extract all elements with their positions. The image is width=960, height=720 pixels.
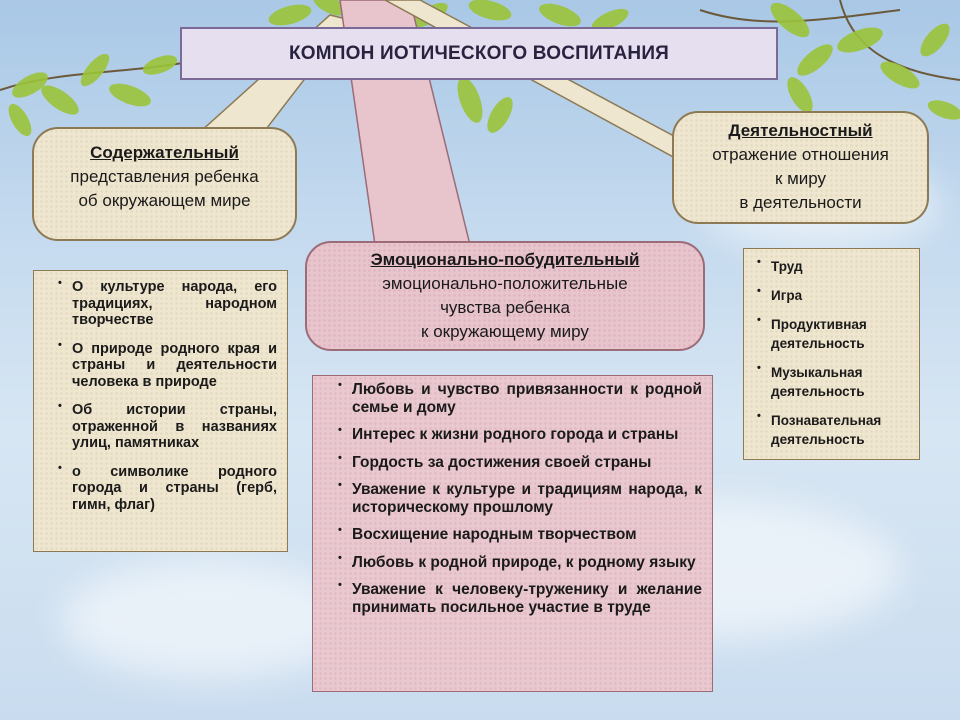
list-item bbox=[72, 402, 277, 452]
list-item-text: • Любовь к родной природе, к родному языку bbox=[352, 553, 696, 571]
list-item-text: • о символике родного города и страны (герб, гимн, флаг) bbox=[72, 463, 277, 513]
list-item-text: • Восхищение народным творчеством bbox=[352, 526, 637, 543]
activity-list bbox=[743, 248, 920, 460]
component-activity bbox=[672, 111, 929, 224]
list-item-text: • О природе родного края и страны и деятельности человека в природе bbox=[72, 340, 277, 390]
list-item-text: • О культуре народа, его традициях, народном творчестве bbox=[72, 279, 277, 328]
list-item bbox=[352, 526, 702, 544]
component-content bbox=[32, 127, 297, 241]
list-item-text: • Труд bbox=[771, 259, 803, 274]
list-item bbox=[352, 581, 702, 616]
content-list bbox=[33, 270, 288, 552]
list-item bbox=[771, 286, 911, 305]
list-item bbox=[352, 554, 702, 572]
component-line: об окружающем мире bbox=[78, 191, 251, 210]
list-item-text: • Интерес к жизни родного города и страны bbox=[352, 426, 679, 443]
list-item bbox=[352, 454, 702, 472]
list-item bbox=[72, 279, 277, 329]
emotional-list bbox=[312, 375, 713, 692]
list-item bbox=[352, 481, 702, 516]
list-item bbox=[771, 363, 911, 401]
list-item-text: • Уважение к человеку-труженику и желание принимать посильное участие в труде bbox=[352, 581, 702, 616]
list-item-text: • Игра bbox=[771, 288, 803, 303]
component-line: отражение отношения bbox=[712, 145, 889, 164]
list-item bbox=[771, 257, 911, 276]
page-title: КОМПОН ИОТИЧЕСКОГО ВОСПИТАНИЯ bbox=[180, 27, 778, 80]
list-item-text: • Любовь и чувство привязанности к родной семье и дому bbox=[352, 381, 702, 416]
list-item bbox=[72, 341, 277, 391]
component-heading: Содержательный bbox=[90, 143, 239, 162]
list-item-text: • Об истории страны, отраженной в названиях улиц, памятниках bbox=[72, 402, 277, 451]
list-item-text: • Продуктивная деятельность bbox=[771, 317, 867, 351]
component-line: в деятельности bbox=[739, 193, 862, 212]
component-line: к миру bbox=[774, 169, 827, 188]
list-item-text: • Музыкальная деятельность bbox=[771, 365, 865, 399]
component-heading: Деятельностный bbox=[728, 121, 873, 140]
list-item-text: • Гордость за достижения своей страны bbox=[352, 453, 652, 471]
component-heading: Эмоционально-побудительный bbox=[370, 250, 640, 269]
component-emotional bbox=[305, 241, 705, 351]
component-line: представления ребенка bbox=[70, 167, 259, 186]
component-line: к окружающему миру bbox=[421, 322, 589, 341]
list-item bbox=[352, 381, 702, 416]
list-item bbox=[72, 464, 277, 514]
list-item-text: • Познавательная деятельность bbox=[771, 413, 882, 447]
component-line: эмоционально-положительные bbox=[382, 274, 628, 293]
list-item bbox=[771, 411, 911, 449]
list-item bbox=[771, 315, 911, 353]
component-line: чувства ребенка bbox=[440, 298, 570, 317]
list-item bbox=[352, 426, 702, 444]
list-item-text: • Уважение к культуре и традициям народа, к историческому прошлому bbox=[352, 481, 702, 516]
